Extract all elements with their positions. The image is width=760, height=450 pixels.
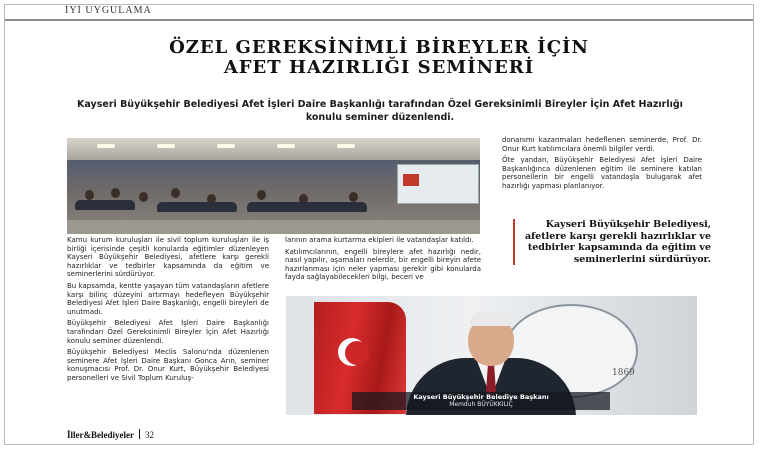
ceiling [67, 138, 480, 160]
page-number: 32 [144, 430, 154, 440]
seat-row [247, 202, 367, 212]
header-bar [5, 5, 753, 21]
person-hair [470, 312, 512, 326]
ceiling-light [337, 144, 355, 148]
article-title-line2: AFET HAZIRLIĞI SEMİNERİ [223, 57, 535, 78]
section-label: İYİ UYGULAMA [65, 5, 152, 16]
paragraph: Büyükşehir Belediyesi Afet İşleri Daire Başkanlığı tarafından Özel Gereksinimli Bireyler İçin Afet Hazırlığı konulu seminer düzenlendi. [67, 319, 269, 345]
audience-head [111, 188, 120, 198]
ceiling-light [157, 144, 175, 148]
screen-slide [403, 174, 419, 186]
audience-head [139, 192, 148, 202]
caption-title: Kayseri Büyükşehir Belediye Başkanı [413, 393, 549, 401]
flag-crescent-cut [345, 341, 369, 365]
photo-caption [352, 392, 610, 410]
audience-head [257, 190, 266, 200]
seat-row [157, 202, 237, 212]
text-column-1 [67, 236, 269, 386]
audience-head [171, 188, 180, 198]
audience-head [349, 192, 358, 202]
text-column-3 [502, 136, 702, 194]
ceiling-light [97, 144, 115, 148]
text-column-2 [285, 236, 481, 285]
seat-row [75, 200, 135, 210]
magazine-page [4, 4, 754, 445]
paragraph: Öte yandan, Büyükşehir Belediyesi Afet İşleri Daire Başkanlığınca düzenlenen eğitim ile seminere katılan personellerin bir engelli vatandaşla bulugarak afet hazırlığı yapması planlanıyor. [502, 156, 702, 190]
article-subtitle: Kayseri Büyükşehir Belediyesi Afet İşleri Daire Başkanlığı tarafından Özel Gereksinimli Bireyler İçin Afet Hazırlığı konulu seminer düzenlendi. [77, 99, 683, 123]
pull-quote: Kayseri Büyükşehir Belediyesi, afetlere karşı gerekli hazırlıklar ve tedbirler kapsamında da eğitim ve seminerlerini sürdürüyor. [513, 219, 711, 265]
page-footer [67, 429, 154, 440]
article-title-line1: ÖZEL GEREKSİNİMLİ BİREYLER İÇİN [169, 37, 589, 58]
paragraph: Bu kapsamda, kentte yaşayan tüm vatandaşların afetlere karşı bilinç düzeyini artırmayı hedefleyen Büyükşehir Belediyesi Afet İşleri Daire Başkanlığı, engelli bireyleri de unutmadı. [67, 281, 269, 316]
paragraph: donanımı kazanmaları hedeflenen seminerde, Prof. Dr. Onur Kurt katılımcılara önemli bilgiler verdi. [502, 136, 702, 153]
ceiling-light [217, 144, 235, 148]
ceiling-light [277, 144, 295, 148]
magazine-name: İller&Belediyeler [67, 430, 134, 440]
paragraph: Büyükşehir Belediyesi Meclis Salonu'nda düzenlenen seminere Afet İşleri Daire Başkanı Gonca Arın, seminer konuşmacısı Prof. Dr. Onur Kurt, Büyükşehir Belediyesi personelleri ve Sivil Toplum Kuruluş- [67, 348, 269, 382]
footer-divider [139, 429, 140, 439]
paragraph: Kamu kurum kuruluşları ile sivil toplum kuruluşları ile iş birliği içerisinde çeşitli konularda eğitimler düzenleyen Kayseri Büyükşehir Belediyesi, afetlere karşı gerekli hazırlıklar ve tedbirler kapsamında da eğitim ve seminerlerini sürdürüyor. [67, 236, 269, 279]
paragraph: larının arama kurtarma ekipleri ile vatandaşlar katıldı. [285, 236, 474, 244]
caption-name: Memduh BÜYÜKKILIÇ [449, 401, 513, 408]
mayor-portrait-photo [286, 296, 697, 415]
seminar-hall-photo [67, 138, 480, 234]
paragraph: Katılımcılarının, engelli bireylere afet hazırlığı nedir, nasıl yapılır, aşamaları nelerdir, bir engelli bireyin afete hazırlanması için neler yapması gerekir gibi konularda fayda sağlayabilecekleri bilgi, beceri ve [285, 247, 481, 282]
desk [67, 220, 480, 234]
audience-head [85, 190, 94, 200]
seal-year: 1869 [612, 368, 635, 378]
